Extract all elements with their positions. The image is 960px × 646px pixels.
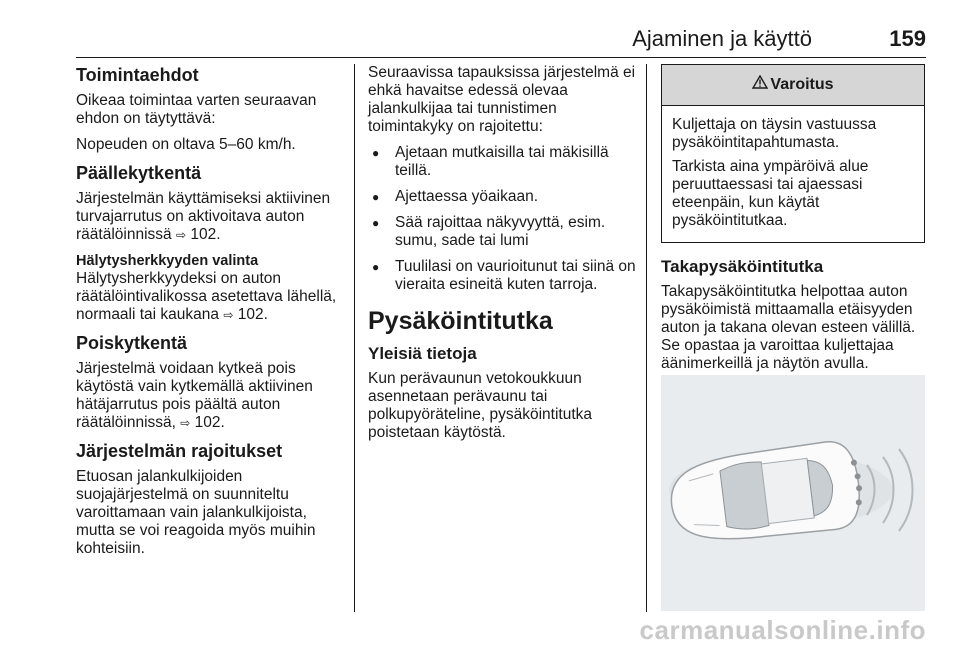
heading-halytysherkkyys: Hälytysherkkyyden valinta [76,253,259,269]
list-item: ● Ajettaessa yöaikaan. [368,188,636,206]
paragraph-sensitivity [76,270,344,324]
heading-yleisia-tietoja: Yleisiä tietoja [368,344,477,363]
page-number: 159 [889,26,926,51]
warning-body [662,106,924,242]
heading-takapysakointitutka: Takapysäköintitutka [661,257,824,277]
watermark: carmanualsonline.info [639,615,926,645]
right-column [661,64,925,381]
paragraph-deactivation [76,360,344,432]
paragraph-condition: Oikeaa toimintaa varten seuraavan ehdon on täytyttävä: [76,92,317,127]
warning-title: Varoitus [770,76,834,94]
column-divider-left [354,64,355,612]
activation-page-ref[interactable]: 102. [190,226,221,243]
heading-paallekytkenta: Päällekytkentä [76,163,202,183]
warning-box [661,64,925,243]
paragraph-general-info: Kun perävaunun vetokoukkuun asennetaan perävaunu tai polkupyöräteline, pysäköintitutka poistetaan käytöstä. [368,370,593,441]
list-item: ● Ajetaan mutkaisilla tai mäkisillä teillä. [368,144,636,180]
heading-toimintaehdot: Toimintaehdot [76,65,199,85]
chapter-title: Ajaminen ja käyttö [632,26,812,51]
deactivation-page-ref[interactable]: 102. [194,414,225,431]
warning-triangle-icon [752,65,768,105]
heading-pysakointitutka: Pysäköintitutka [368,307,553,335]
sensitivity-text: Hälytysherkkyydeksi on auton räätälöintivalikossa asetettava lähellä, normaali tai kaukana [76,270,337,323]
parking-sensor-illustration [661,375,925,611]
warning-paragraph: Kuljettaja on täysin vastuussa pysäköintitapahtumasta. [672,116,877,152]
list-item: ● Tuulilasi on vaurioitunut tai siinä on vieraita esineitä kuten tarroja. [368,258,636,294]
paragraph-limitations: Etuosan jalankulkijoiden suojajärjestelmä on suunniteltu varoittamaan vain jalankulkijoista, mutta se voi reagoida myös muihin kohteisiin. [76,468,316,557]
header-rule [76,57,926,58]
page-ref-icon: ⇨ [223,308,234,322]
left-column [76,64,344,566]
page-ref-icon: ⇨ [180,416,191,430]
paragraph-speed: Nopeuden on oltava 5–60 km/h. [76,136,296,153]
middle-column [368,64,636,450]
heading-rajoitukset: Järjestelmän rajoitukset [76,441,283,461]
column-divider-right [646,64,647,612]
activation-text: Järjestelmän käyttämiseksi aktiivinen turvajarrutus on aktivoitava auton räätälöinnissä [76,190,331,243]
heading-poiskytkenta: Poiskytkentä [76,333,188,353]
deactivation-text: Järjestelmä voidaan kytkeä pois käytöstä vain kytkemällä aktiivinen hätäjarrutus pois päältä auton räätälöinnissä, [76,360,313,431]
limitation-list [368,144,636,294]
warning-header [662,65,924,106]
warning-paragraph: Tarkista aina ympäröivä alue peruuttaessasi tai ajaessasi eteenpäin, kun käytät pysäköintitutkaa. [672,158,869,230]
paragraph-cases: Seuraavissa tapauksissa järjestelmä ei ehkä havaitse edessä olevaa jalankulkijaa tai tunnistimen toimintakyky on rajoitettu: [368,64,636,135]
list-item: ● Sää rajoittaa näkyvyyttä, esim. sumu, sade tai lumi [368,214,636,250]
paragraph-rear-parking: Takapysäköintitutka helpottaa auton pysäköimistä mittaamalla etäisyyden auton ja takana olevan esteen välillä. Se opastaa ja varoittaa kuljettajaa äänimerkeillä ja näytön avulla. [661,283,916,373]
sensitivity-page-ref[interactable]: 102. [237,306,268,323]
page-ref-icon: ⇨ [175,228,187,242]
paragraph-activation [76,190,344,244]
